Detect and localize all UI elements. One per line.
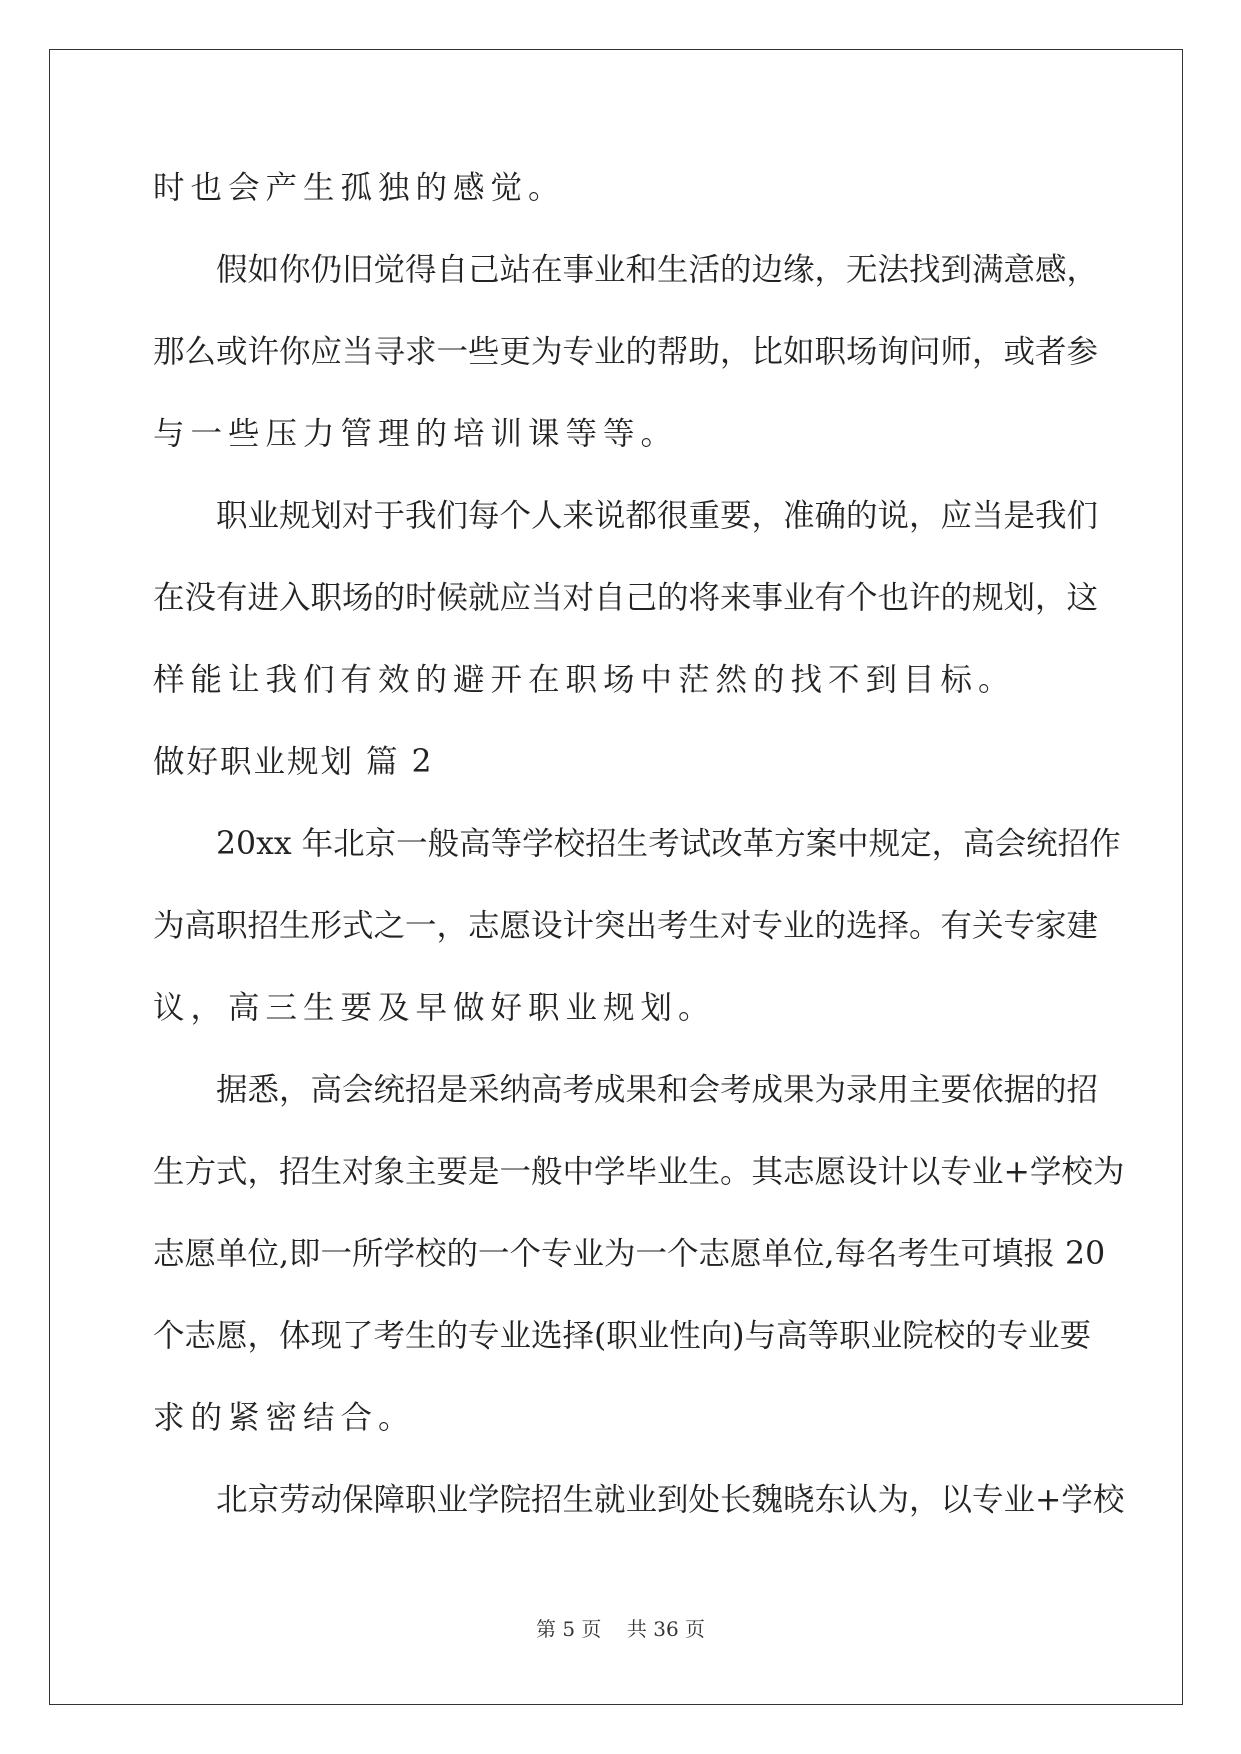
text-line: 那么或许你应当寻求一些更为专业的帮助，比如职场询问师，或者参	[153, 334, 1099, 370]
text-line: 生方式，招生对象主要是一般中学毕业生。其志愿设计以专业+学校为	[153, 1154, 1125, 1190]
text-line: 北京劳动保障职业学院招生就业到处长魏晓东认为，以专业+学校	[216, 1482, 1125, 1518]
page-total: 共 36 页	[626, 1617, 706, 1641]
text-line: 为高职招生形式之一，志愿设计突出考生对专业的选择。有关专家建	[153, 908, 1099, 944]
text-line: 据悉，高会统招是采纳高考成果和会考成果为录用主要依据的招	[216, 1072, 1099, 1108]
text-line: 个志愿，体现了考生的专业选择(职业性向)与高等职业院校的专业要	[153, 1318, 1092, 1354]
text-line: 志愿单位,即一所学校的一个专业为一个志愿单位,每名考生可填报 20	[153, 1236, 1106, 1272]
page-footer	[0, 1613, 1241, 1642]
text-line: 时也会产生孤独的感觉。	[153, 170, 566, 206]
page-number: 第 5 页	[535, 1617, 602, 1641]
text-line: 求的紧密结合。	[153, 1400, 416, 1436]
text-line: 样能让我们有效的避开在职场中茫然的找不到目标。	[153, 662, 1016, 698]
text-line: 与一些压力管理的培训课等等。	[153, 416, 679, 452]
text-line: 职业规划对于我们每个人来说都很重要，准确的说，应当是我们	[216, 498, 1099, 534]
text-line: 假如你仍旧觉得自己站在事业和生活的边缘，无法找到满意感，	[216, 252, 1099, 288]
text-line: 议，高三生要及早做好职业规划。	[153, 990, 716, 1026]
document-body	[153, 164, 1125, 1558]
text-line: 在没有进入职场的时候就应当对自己的将来事业有个也许的规划，这	[153, 580, 1099, 616]
text-line: 20xx 年北京一般高等学校招生考试改革方案中规定，高会统招作	[216, 826, 1121, 862]
section-heading: 做好职业规划 篇 2	[153, 744, 434, 780]
